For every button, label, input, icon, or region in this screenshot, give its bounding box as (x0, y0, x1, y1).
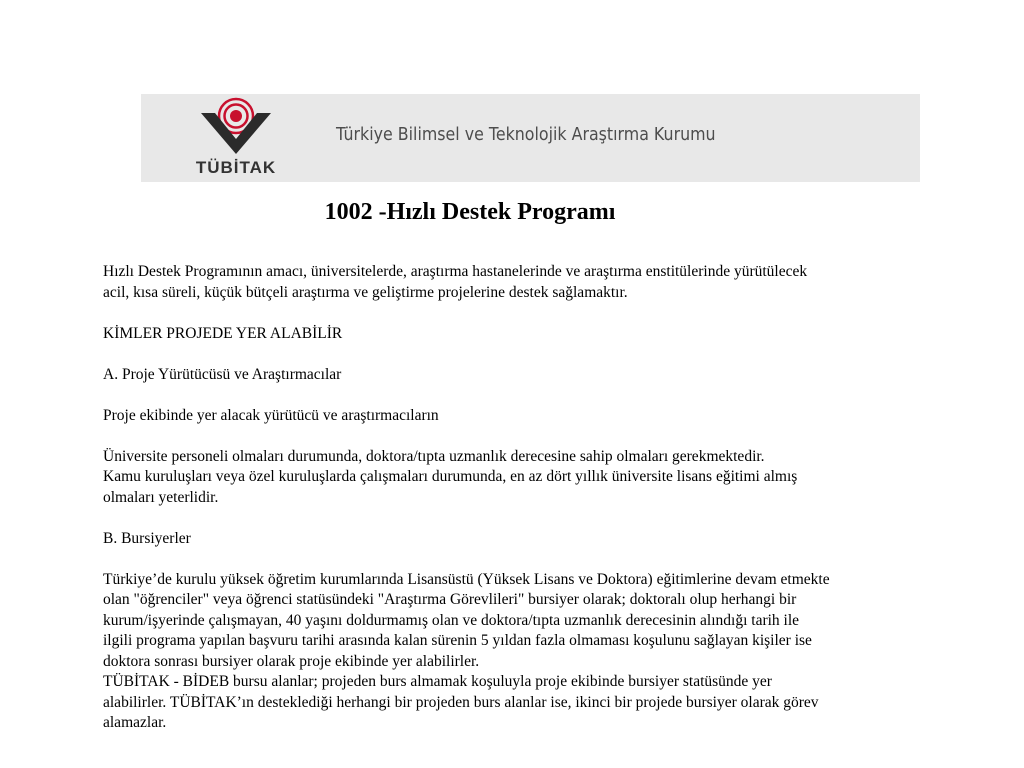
document-body (103, 262, 918, 734)
subsection-heading-b: B. Bursiyerler (103, 529, 191, 547)
paragraph-line: alamazlar. (103, 714, 167, 731)
tubitak-logo (191, 96, 281, 180)
page-title: 1002 -Hızlı Destek Programı (324, 199, 616, 225)
section-heading: KİMLER PROJEDE YER ALABİLİR (103, 324, 343, 342)
header-banner (141, 94, 920, 182)
intro-line: acil, kısa süreli, küçük bütçeli araştırma ve geliştirme projelerine destek sağlamaktır. (103, 283, 628, 301)
paragraph-line: doktora sonrası bursiyer olarak proje ekibinde yer alabilirler. (103, 652, 480, 670)
paragraph-line: Proje ekibinde yer alacak yürütücü ve araştırmacıların (103, 406, 439, 424)
paragraph-line: TÜBİTAK - BİDEB bursu alanlar; projeden burs almamak koşuluyla proje ekibinde bursiyer statüsünde yer (103, 673, 772, 690)
subsection-heading-a: A. Proje Yürütücüsü ve Araştırmacılar (103, 365, 342, 383)
organization-name: Türkiye Bilimsel ve Teknolojik Araştırma Kurumu (336, 124, 716, 145)
paragraph-line: Kamu kuruluşları veya özel kuruluşlarda çalışmaları durumunda, en az dört yıllık üniversite lisans eğitimi almış (103, 468, 798, 485)
intro-line: Hızlı Destek Programının amacı, üniversitelerde, araştırma hastanelerinde ve araştırma enstitülerinde yürütülecek (103, 263, 808, 280)
paragraph-line: kurum/işyerinde çalışmayan, 40 yaşını doldurmamış olan ve doktora/tıpta uzmanlık derecesinin alındığı tarih ile (103, 611, 800, 629)
paragraph-line: Üniversite personeli olmaları durumunda, doktora/tıpta uzmanlık derecesine sahip olmaları gerekmektedir. (103, 447, 765, 465)
tubitak-emblem-icon (199, 96, 273, 156)
paragraph-line: alabilirler. TÜBİTAK’ın desteklediği herhangi bir projeden burs alanlar ise, ikinci bir projede bursiyer olarak görev (103, 693, 819, 711)
paragraph-line: olmaları yeterlidir. (103, 488, 219, 506)
paragraph-line: Türkiye’de kurulu yüksek öğretim kurumlarında Lisansüstü (Yüksek Lisans ve Doktora) eğitimlerine devam etmekte (103, 570, 830, 588)
paragraph-line: olan "öğrenciler" veya öğrenci statüsündeki "Araştırma Görevlileri" bursiyer olarak; doktoralı olup herhangi bir (103, 591, 797, 608)
logo-wordmark: TÜBİTAK (195, 158, 277, 177)
paragraph-line: ilgili programa yapılan başvuru tarihi arasında kalan sürenin 5 yıldan fazla olmaması koşulunu sağlayan kişiler ise (103, 632, 812, 649)
